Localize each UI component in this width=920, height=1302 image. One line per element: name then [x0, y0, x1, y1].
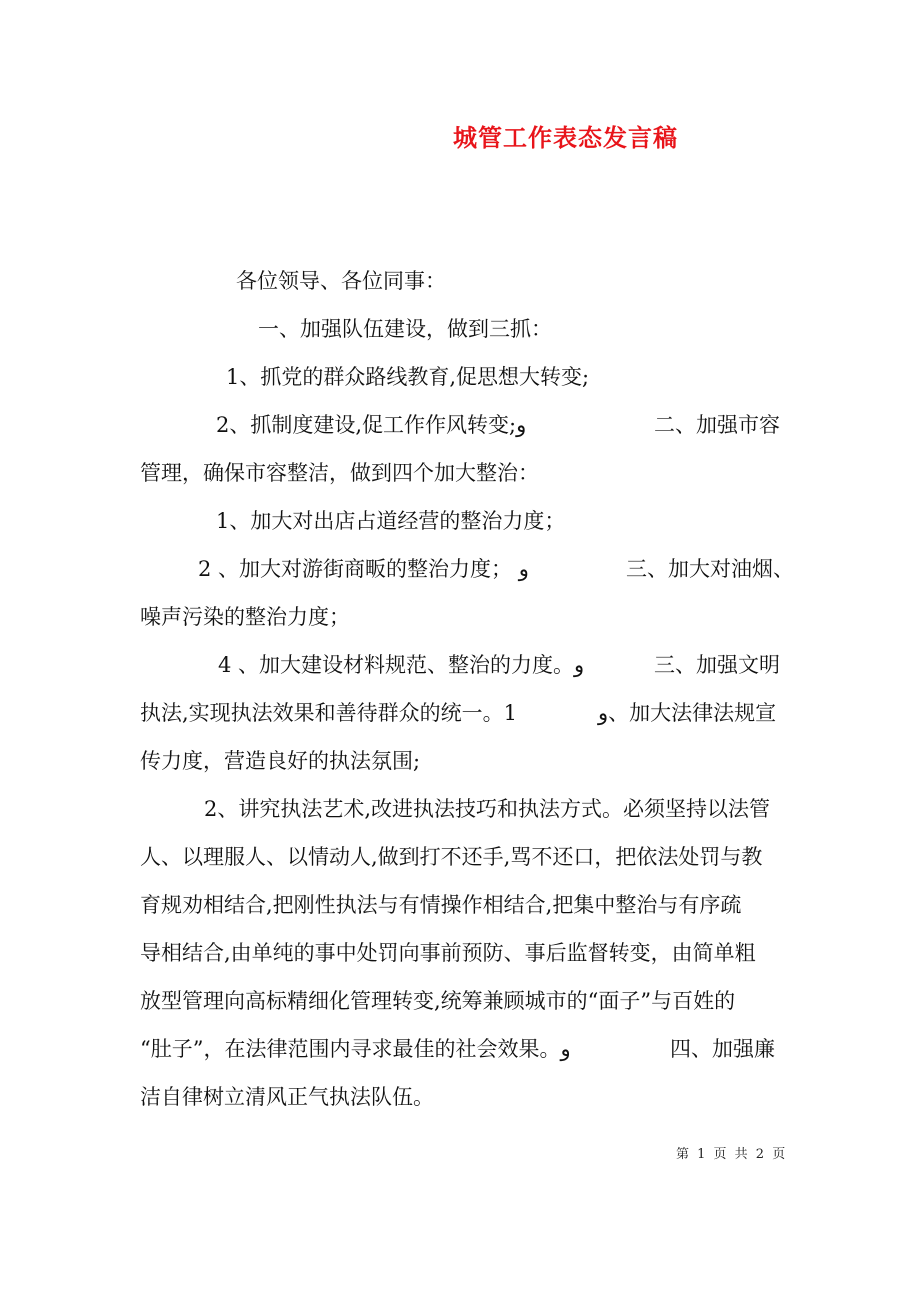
page-number: 第 1 页 共 2 页: [676, 1147, 788, 1162]
text-line: 导相结合,由单纯的事中处罚向事前预防、事后监督转变，由简单粗: [140, 941, 756, 965]
text-line: 1、加大对出店占道经营的整治力度；: [216, 509, 566, 533]
text-line: 2、抓制度建设,促工作作风转变;و: [216, 413, 527, 437]
text-line: 执法,实现执法效果和善待群众的统一。1: [140, 701, 518, 725]
text-line: 二、加强市容: [654, 413, 780, 437]
document-title: 城管工作表态发言稿: [453, 123, 678, 152]
text-line: 三、加大对油烟、: [626, 557, 794, 581]
text-line: 三、加强文明: [654, 653, 780, 677]
text-line: 人、以理服人、以情动人,做到打不还手,骂不还口，把依法处罚与教: [140, 845, 763, 869]
text-line: 育规劝相结合,把刚性执法与有情操作相结合,把集中整治与有序疏: [140, 893, 742, 917]
text-line: 传力度，营造良好的执法氛围;: [140, 749, 421, 773]
text-line: 四、加强廉: [670, 1037, 775, 1061]
text-line: 洁自律树立清风正气执法队伍。: [140, 1085, 434, 1109]
text-line: 噪声污染的整治力度；: [140, 605, 350, 629]
text-line: 管理，确保市容整洁，做到四个加大整治：: [140, 461, 539, 485]
text-line: “肚子”，在法律范围内寻求最佳的社会效果。و: [140, 1037, 571, 1061]
text-line: 放型管理向高标精细化管理转变,统筹兼顾城市的“面子”与百姓的: [140, 989, 736, 1013]
text-line: 4 、加大建设材料规范、整治的力度。و: [218, 653, 585, 677]
text-line: 2 、加大对游街商畈的整治力度； و: [198, 557, 529, 581]
text-line: و、加大法律法规宣: [598, 701, 777, 725]
text-line: 1、抓党的群众路线教育,促思想大转变;: [226, 365, 590, 389]
text-line: 2、讲究执法艺术,改进执法技巧和执法方式。必须坚持以法管: [204, 797, 771, 821]
text-line: 一、加强队伍建设，做到三抓：: [258, 317, 552, 341]
text-line: 各位领导、各位同事：: [236, 269, 446, 293]
